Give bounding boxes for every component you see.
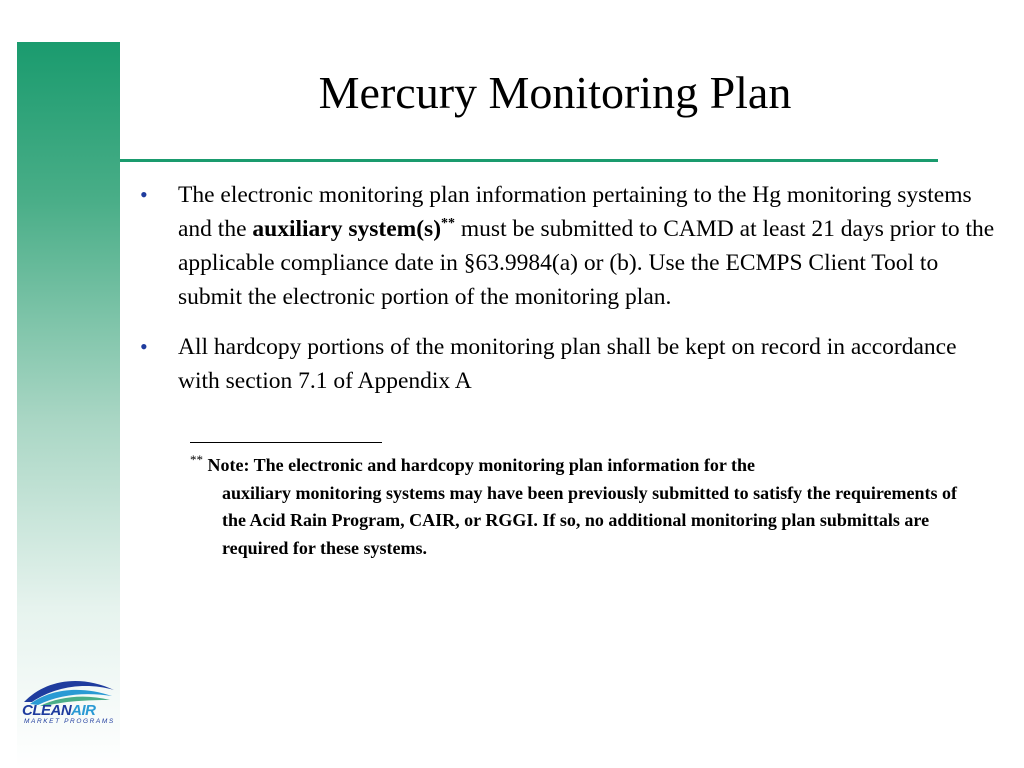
decorative-side-bar xyxy=(17,42,120,768)
slide-title: Mercury Monitoring Plan xyxy=(318,67,792,118)
bullet-icon: • xyxy=(140,334,148,359)
bullet-icon: • xyxy=(140,182,148,207)
bullet-text-2: All hardcopy portions of the monitoring plan shall be kept on record in accordance with section 7.1 of Appendix A xyxy=(178,334,957,394)
bullet-list xyxy=(140,178,1000,414)
logo-wordmark: CLEANAIR xyxy=(22,702,96,719)
clean-air-logo xyxy=(20,672,120,732)
title-divider xyxy=(120,159,938,162)
footnote-mark: ** xyxy=(190,452,203,467)
bullet-1-text-before: The electronic monitoring plan information pertaining to the Hg monitoring systems and the xyxy=(178,182,972,242)
footnote-continued: auxiliary monitoring systems may have been previously submitted to satisfy the requirements of the Acid Rain Program, CAIR, or RGGI. If so, no additional monitoring plan submittals are required for these systems. xyxy=(222,482,957,558)
bullet-1-text-after: must be submitted to CAMD at least 21 days prior to the applicable compliance date in §63.9984(a) or (b). Use the ECMPS Client Tool to submit the electronic portion of the monitoring plan. xyxy=(178,216,995,310)
footnote xyxy=(190,452,980,562)
bullet-text-1 xyxy=(178,178,1000,314)
bullet-1-bold-term: auxiliary system(s)** xyxy=(252,216,456,242)
wave-icon xyxy=(20,672,120,706)
footnote-divider xyxy=(190,442,382,443)
logo-tagline: MARKET PROGRAMS xyxy=(24,718,115,725)
bullet-item-1 xyxy=(140,178,1000,314)
footnote-first-line: Note: The electronic and hardcopy monitoring plan information for the xyxy=(207,455,755,475)
bullet-item-2 xyxy=(140,330,1000,398)
bullet-1-footnote-mark: ** xyxy=(441,216,456,231)
